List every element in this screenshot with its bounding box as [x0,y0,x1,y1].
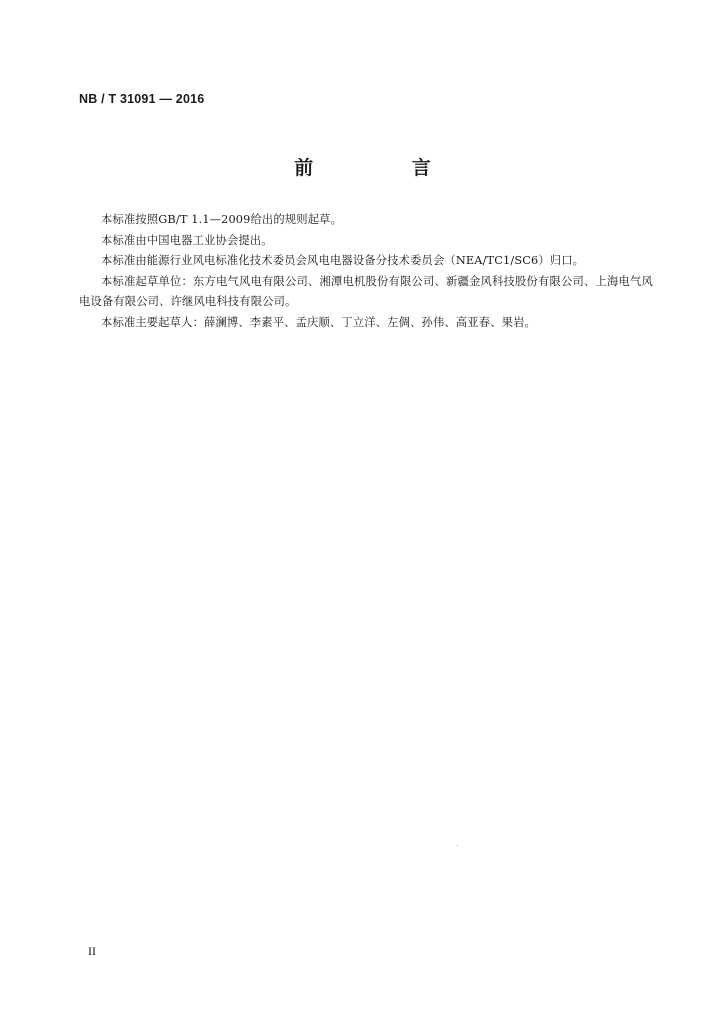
page-number: II [88,944,96,958]
foreword-body [79,210,653,333]
standard-code: NB / T 31091 — 2016 [79,92,205,106]
paragraph-main-drafters: 本标准主要起草人：薛澜博、李素平、孟庆顺、丁立洋、左倜、孙伟、高亚春、果岩。 [101,315,536,329]
paragraph-responsible-committee: 本标准由能源行业风电标准化技术委员会风电电器设备分技术委员会（NEA/TC1/SC6）归口。 [101,254,585,267]
page-title: 前 言 [294,157,477,179]
paragraph-proposer: 本标准由中国电器工业协会提出。 [101,233,273,247]
paragraph-drafting-rules: 本标准按照GB/T 1.1—2009给出的规则起草。 [101,213,343,226]
paragraph-drafting-units: 本标准起草单位：东方电气风电有限公司、湘潭电机股份有限公司、新疆金风科技股份有限公司、上海电气风电设备有限公司、许继风电科技有限公司。 [79,274,653,308]
scan-speck [457,845,458,846]
